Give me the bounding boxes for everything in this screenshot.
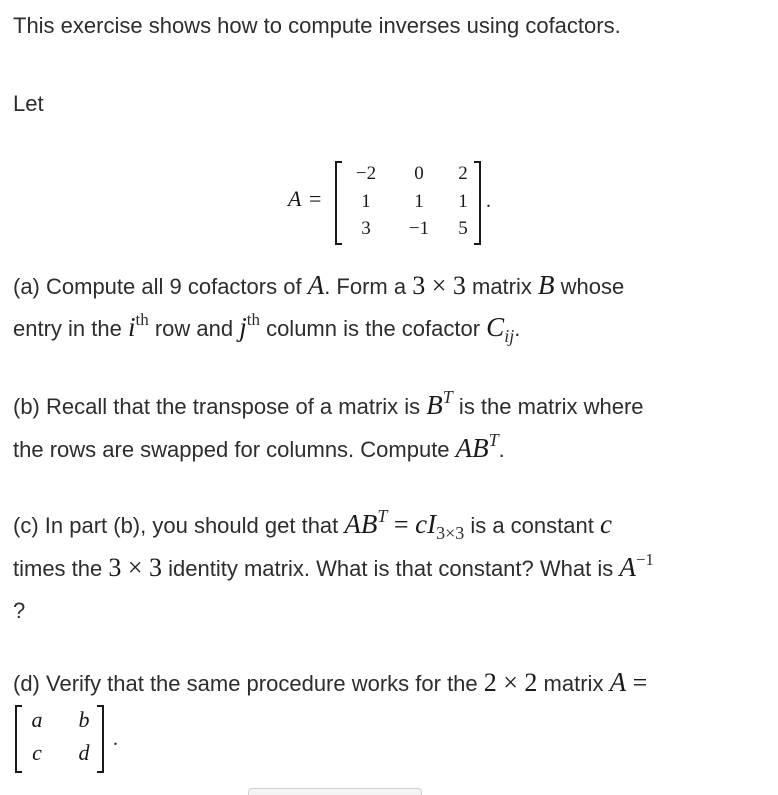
matrix-a-cell: 1 [458, 191, 468, 212]
matrix-a-equals: = [309, 186, 322, 211]
matrix-a-cell: −2 [355, 163, 377, 184]
matrix-a-period: . [486, 190, 491, 212]
matrix-a-cell: 1 [361, 191, 371, 212]
intro-text: This exercise shows how to compute inverses using cofactors. [13, 13, 621, 38]
matrix-a-cell: 2 [458, 163, 468, 184]
matrix-a-cell: −1 [408, 218, 430, 239]
let-text: Let [13, 91, 44, 116]
part-d-text: (d) Verify that the same procedure works for the 2 × 2 matrix A = [13, 667, 648, 697]
part-c-text: (c) In part (b), you should get that $AB^T = cI_{3\times 3}$ is a constant c times the 3 × 3 identity matrix. What is that constant? What is $A^{-1}$ ? [13, 506, 654, 623]
matrix-2x2-period: . [113, 728, 118, 750]
matrix-a-cell: 5 [458, 218, 468, 239]
matrix-2x2-cell: d [78, 740, 90, 765]
matrix-a-cell: 1 [414, 191, 424, 212]
matrix-a-left-bracket [335, 161, 342, 245]
matrix-2x2-cell: a [31, 707, 43, 732]
matrix-2x2-cell: c [32, 740, 42, 765]
matrix-a-cell: 0 [414, 163, 424, 184]
matrix-a-name: A [288, 186, 302, 211]
part-a-text: (a) Compute all 9 cofactors of A. Form a 3 × 3 matrix B whose entry in the $i^{th}$ row and $j^{th}$ column is the cofactor $C_{ij}$. [13, 270, 625, 346]
matrix-a-cell: 3 [361, 218, 371, 239]
matrix-2x2-left-bracket [15, 705, 22, 773]
part-b-text: (b) Recall that the transpose of a matrix is $B^T$ is the matrix where the rows are swapped for columns. Compute $AB^T$. [13, 387, 644, 463]
matrix-2x2-cell: b [78, 707, 90, 732]
